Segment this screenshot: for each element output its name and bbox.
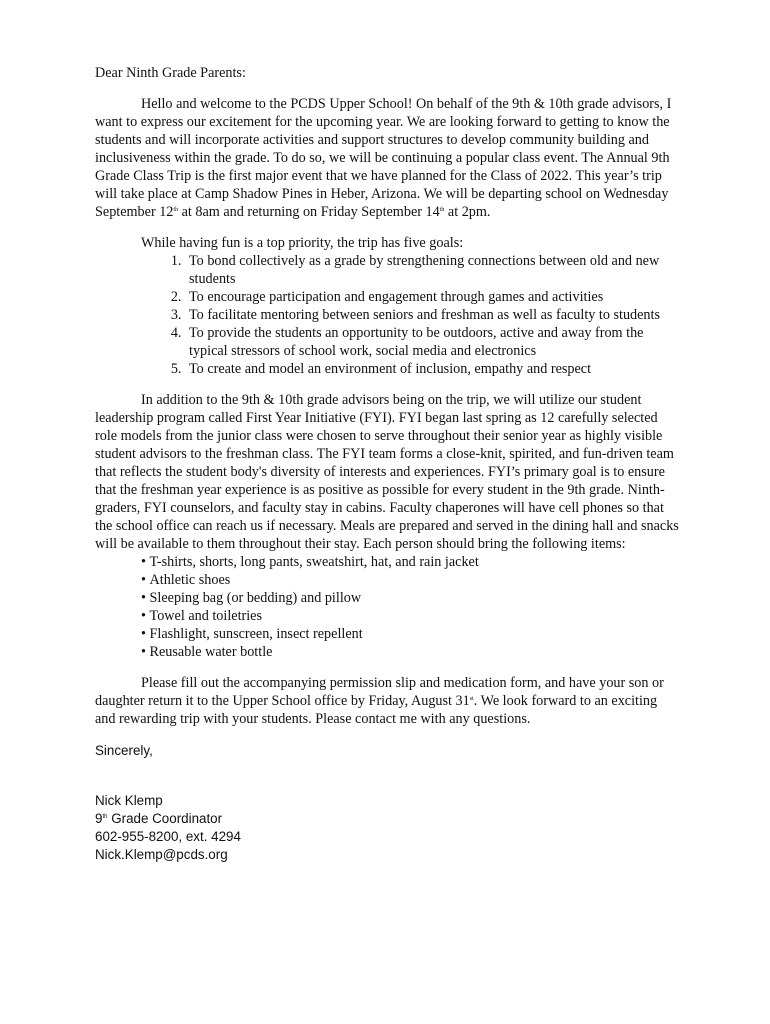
paragraph-welcome-text-a: Hello and welcome to the PCDS Upper School! On behalf of the 9th & 10th grade advisors, I want to express our excitement for the upcoming year. We are looking forward to getting to know the students and will incorporate activities and support structures to develop community building and inclusiveness within the grade. To do so, we will be continuing a popular class event. The Annual 9th Grade Class Trip is the first major event that we have planned for the Class of 2022. This year’s trip will take place at Camp Shadow Pines in Heber, Arizona. We will be departing school on Wednesday September 12 [95,96,672,220]
packing-item: • Towel and toiletries [141,607,680,625]
packing-item: • Sleeping bag (or bedding) and pillow [141,589,680,607]
packing-list [95,553,680,661]
goal-item: 1. To bond collectively as a grade by strengthening connections between old and new students [185,252,680,288]
signer-phone: 602-955-8200, ext. 4294 [95,829,241,844]
packing-item: • Reusable water bottle [141,643,680,661]
paragraph-permission-text-a: Please fill out the accompanying permission slip and medication form, and have your son or daughter return it to the Upper School office by Friday, August 31 [95,675,664,709]
paragraph-welcome-text-b: at 8am and returning on Friday September 14 [178,204,440,220]
paragraph-permission [95,674,680,728]
signer-name: Nick Klemp [95,793,163,808]
goal-item: 5. To create and model an environment of inclusion, empathy and respect [185,360,680,378]
paragraph-fyi: In addition to the 9th & 10th grade advisors being on the trip, we will utilize our student leadership program called First Year Initiative (FYI). FYI began last spring as 12 carefully selected role models from the junior class were chosen to serve throughout their senior year as highly visible student advisors to the freshman class. The FYI team forms a close-knit, spirited, and fun-driven team that reflects the student body's diversity of interests and experiences. FYI’s primary goal is to ensure that the freshman year experience is as positive as possible for every student in the 9th grade. Ninth-graders, FYI counselors, and faculty stay in cabins. Faculty chaperones will have cell phones so that the school office can reach us if necessary. Meals are prepared and served in the dining hall and snacks will be available to them throughout their stay. Each person should bring the following items: [95,392,679,552]
signer-title-rest: Grade Coordinator [107,811,223,826]
ordinal-suffix: st [469,696,474,702]
paragraph-welcome [95,95,680,221]
packing-item: • Athletic shoes [141,571,680,589]
closing: Sincerely, [95,743,153,758]
paragraph-permission-text-b: . We look forward to an exciting and rewarding trip with your students. Please contact me with any questions. [95,693,658,727]
ordinal-suffix: th [439,207,445,213]
packing-item: • Flashlight, sunscreen, insect repellent [141,625,680,643]
ordinal-suffix: th [102,814,108,820]
paragraph-welcome-text-c: at 2pm. [444,204,491,220]
goals-list [95,252,680,378]
goal-item: 3. To facilitate mentoring between seniors and freshman as well as faculty to students [185,306,680,324]
ordinal-suffix: th [173,207,179,213]
goal-item: 4. To provide the students an opportunity to be outdoors, active and away from the typical stressors of school work, social media and electronics [185,324,680,360]
salutation: Dear Ninth Grade Parents: [95,65,246,81]
goal-item: 2. To encourage participation and engagement through games and activities [185,288,680,306]
goals-intro: While having fun is a top priority, the trip has five goals: [141,235,464,251]
packing-item: • T-shirts, shorts, long pants, sweatshirt, hat, and rain jacket [141,553,680,571]
signer-title [95,810,680,828]
signature-block [95,792,680,864]
signer-email: Nick.Klemp@pcds.org [95,847,228,862]
signer-title-number: 9 [95,811,103,826]
